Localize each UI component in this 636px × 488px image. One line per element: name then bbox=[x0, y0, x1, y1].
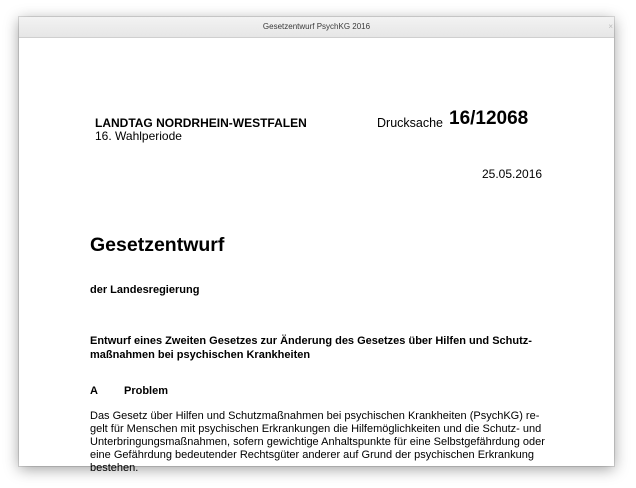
body-line: eine Gefährdung bedeutender Rechtsgüter anderer auf Grund der psychischen Erkrankung bbox=[90, 449, 534, 461]
window-titlebar[interactable] bbox=[19, 17, 614, 38]
document-date: 25.05.2016 bbox=[482, 167, 543, 181]
body-line: Das Gesetz über Hilfen und Schutzmaßnahmen bei psychischen Krankheiten (PsychKG) re- bbox=[90, 410, 540, 422]
draft-law-title-line: Entwurf eines Zweiten Gesetzes zur Änderung des Gesetzes über Hilfen und Schutz- bbox=[90, 335, 532, 347]
drucksache-label: Drucksache bbox=[377, 116, 443, 130]
draft-law-title-line: maßnahmen bei psychischen Krankheiten bbox=[90, 349, 311, 361]
body-line: bestehen. bbox=[90, 462, 139, 474]
section-body bbox=[90, 410, 548, 475]
document-page bbox=[19, 38, 614, 474]
document-subtitle: der Landesregierung bbox=[90, 284, 200, 296]
section-title: Problem bbox=[124, 385, 169, 397]
body-line: gelt für Menschen mit psychischen Erkrankungen die Hilfemöglichkeiten und die Schutz- und bbox=[90, 423, 542, 435]
section-letter: A bbox=[90, 385, 98, 397]
close-icon[interactable]: × bbox=[608, 22, 613, 31]
drucksache-number: 16/12068 bbox=[449, 108, 529, 129]
parliament-name: LANDTAG NORDRHEIN-WESTFALEN bbox=[95, 116, 307, 130]
body-line: Unterbringungsmaßnahmen, sofern gewichtige Anhaltspunkte für eine Selbstgefährdung oder bbox=[90, 436, 545, 448]
document-window bbox=[19, 17, 614, 474]
document-title: Gesetzentwurf bbox=[90, 234, 225, 256]
draft-law-title bbox=[90, 334, 548, 362]
window-title: Gesetzentwurf PsychKG 2016 bbox=[262, 22, 371, 31]
legislative-period: 16. Wahlperiode bbox=[95, 129, 182, 143]
